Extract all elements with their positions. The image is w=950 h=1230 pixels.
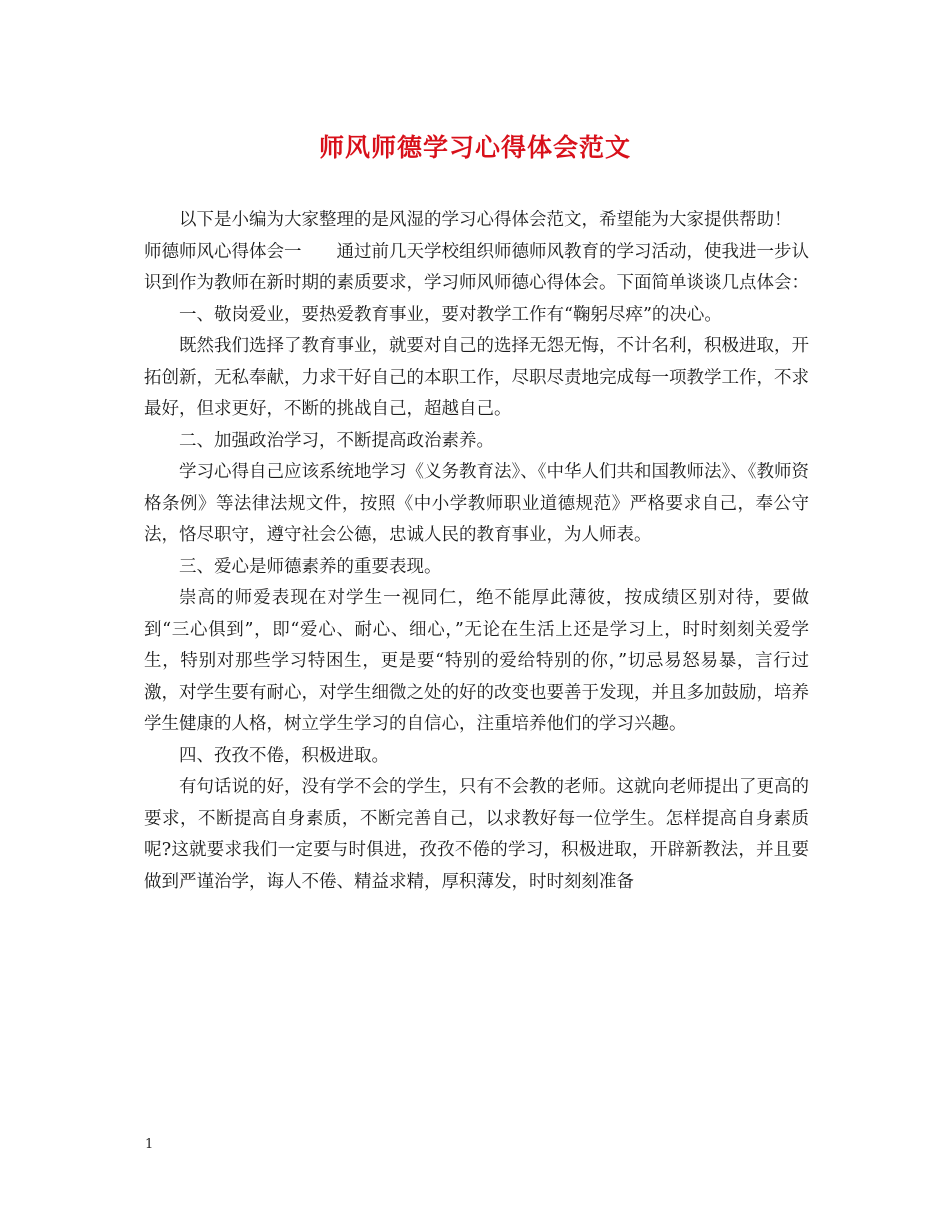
paragraph-section-one-intro: 师德师风心得体会一 通过前几天学校组织师德师风教育的学习活动，使我进一步认识到作为教师在新时期的素质要求，学习师风师德心得体会。下面简单谈谈几点体会： [144, 241, 809, 293]
paragraph-body-2: 学习心得自己应该系统地学习《义务教育法》、《中华人们共和国教师法》、《教师资格条例》等法律法规文件，按照《中小学教师职业道德规范》严格要求自己，奉公守法，恪尽职守，遵守社会公德，忠诚人民的教育事业，为人师表。 [144, 462, 809, 545]
page-number: 1 [145, 1137, 154, 1152]
paragraph-body-4: 有句话说的好，没有学不会的学生，只有不会教的老师。这就向老师提出了更高的要求，不断提高自身素质，不断完善自己，以求教好每一位学生。怎样提高自身素质呢?这就要求我们一定要与时俱进，孜孜不倦的学习，积极进取，开辟新教法，并且要做到严谨治学，诲人不倦、精益求精，厚积薄发，时时刻刻准备 [144, 777, 809, 892]
paragraph-heading-4: 四、孜孜不倦，积极进取。 [179, 745, 389, 766]
paragraph-intro: 以下是小编为大家整理的是风湿的学习心得体会范文，希望能为大家提供帮助！ [179, 210, 792, 230]
paragraph-heading-3: 三、爱心是师德素养的重要表现。 [179, 556, 442, 577]
paragraph-body-1: 既然我们选择了教育事业，就要对自己的选择无怨无悔，不计名利，积极进取，开拓创新，无私奉献，力求干好自己的本职工作，尽职尽责地完成每一项教学工作，不求最好，但求更好，不断的挑战自己，超越自己。 [144, 336, 809, 419]
document-body [144, 205, 809, 898]
paragraph-heading-1: 一、敬岗爱业，要热爱教育事业，要对教学工作有“鞠躬尽瘁”的决心。 [179, 304, 722, 325]
paragraph-heading-2: 二、加强政治学习，不断提高政治素养。 [179, 430, 494, 451]
document-title: 师风师德学习心得体会范文 [318, 133, 631, 162]
paragraph-body-3: 崇高的师爱表现在对学生一视同仁，绝不能厚此薄彼，按成绩区别对待，要做到“三心俱到”，即“爱心、耐心、细心，”无论在生活上还是学习上，时时刻刻关爱学生，特别对那些学习特困生，更是要“特别的爱给特别的你，”切忌易怒易暴，言行过激，对学生要有耐心，对学生细微之处的好的改变也要善于发现，并且多加鼓励，培养学生健康的人格，树立学生学习的自信心，注重培养他们的学习兴趣。 [144, 588, 809, 734]
